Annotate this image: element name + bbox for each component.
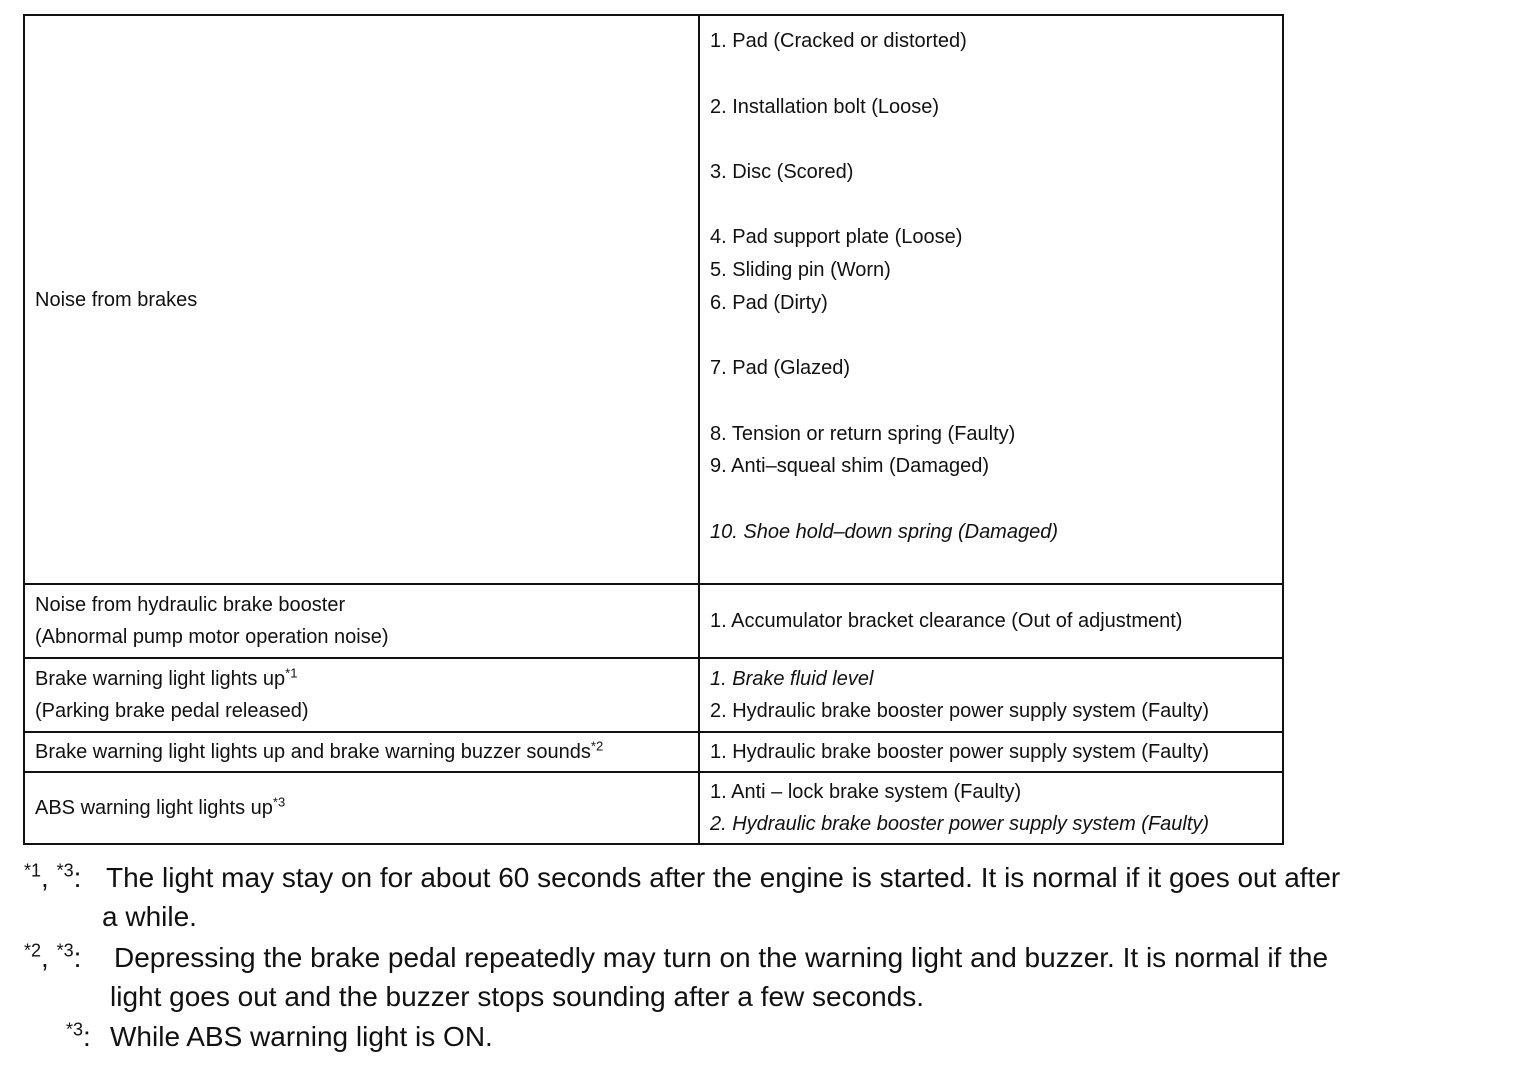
cause-item: 10. Shoe hold–down spring (Damaged)	[710, 521, 1058, 543]
cause-item: 5. Sliding pin (Worn)	[710, 259, 891, 281]
symptom-cell	[24, 732, 699, 772]
footnote	[0, 938, 1520, 1017]
cause-item: 1. Accumulator bracket clearance (Out of adjustment)	[710, 610, 1183, 632]
footnote-marks: $^{*3}$:	[66, 1019, 91, 1052]
symptom-cell	[24, 772, 699, 844]
footnote-text: a while.	[102, 901, 197, 932]
table-row	[24, 658, 1283, 732]
footnote	[0, 1017, 1520, 1057]
footnote-marker: *3	[56, 940, 74, 961]
footnote-text: The light may stay on for about 60 seconds after the engine is started. It is normal if it goes out after	[106, 862, 1341, 893]
footnote-marker: *1	[24, 860, 42, 881]
footnote-text: Depressing the brake pedal repeatedly may turn on the warning light and buzzer. It is normal if the	[114, 942, 1329, 973]
symptom-text: Brake warning light lights up and brake warning buzzer sounds	[35, 741, 591, 763]
footnote-text: light goes out and the buzzer stops sounding after a few seconds.	[110, 981, 925, 1012]
footnote-marks: $^{*2}$, $^{*3}$:	[24, 940, 82, 973]
symptom-text: Brake warning light lights up	[35, 668, 286, 690]
causes-cell	[699, 658, 1283, 732]
symptom-text: (Parking brake pedal released)	[35, 700, 309, 722]
symptom-text: Noise from brakes	[35, 288, 198, 311]
cause-item: 2. Hydraulic brake booster power supply system (Faulty)	[710, 813, 1210, 835]
footnote	[0, 858, 1520, 938]
footnote-marker: *2	[24, 940, 42, 961]
cause-item: 2. Hydraulic brake booster power supply system (Faulty)	[710, 700, 1210, 722]
cause-item: 6. Pad (Dirty)	[710, 292, 828, 314]
table-row	[24, 772, 1283, 844]
footnote-marker: *1	[285, 665, 298, 681]
symptom-text: (Abnormal pump motor operation noise)	[35, 626, 389, 648]
footnote-marks: $^{*1}$, $^{*3}$:	[24, 860, 82, 893]
cause-item: 9. Anti–squeal shim (Damaged)	[710, 455, 990, 477]
table-row	[24, 15, 1283, 584]
cause-item: 1. Anti – lock brake system (Faulty)	[710, 781, 1022, 803]
symptom-text-line	[35, 792, 698, 824]
cause-item: 4. Pad support plate (Loose)	[710, 226, 963, 248]
symptom-text-line	[35, 663, 698, 695]
symptom-cell	[24, 584, 699, 658]
footnotes	[0, 858, 1520, 1057]
causes-cell	[699, 732, 1283, 772]
footnote-marker: *3	[66, 1019, 84, 1040]
symptom-cell	[24, 658, 699, 732]
causes-cell	[699, 15, 1283, 584]
table-row	[24, 584, 1283, 658]
symptom-text-line	[35, 736, 698, 768]
cause-item: 8. Tension or return spring (Faulty)	[710, 423, 1016, 445]
cause-item: 1. Pad (Cracked or distorted)	[710, 30, 967, 52]
troubleshooting-table	[23, 14, 1284, 845]
footnote-text: While ABS warning light is ON.	[110, 1021, 493, 1052]
symptom-text: Noise from hydraulic brake booster	[35, 594, 346, 616]
table-row	[24, 732, 1283, 772]
symptom-text: ABS warning light lights up	[35, 797, 273, 819]
cause-item: 1. Brake fluid level	[710, 668, 874, 690]
cause-item: 2. Installation bolt (Loose)	[710, 96, 940, 118]
cause-list	[710, 16, 1282, 583]
footnote-marker: *3	[56, 860, 74, 881]
cause-item: 7. Pad (Glazed)	[710, 357, 851, 379]
cause-item: 3. Disc (Scored)	[710, 161, 854, 183]
causes-cell	[699, 772, 1283, 844]
footnote-marker: *2	[590, 738, 604, 754]
symptom-cell	[24, 15, 699, 584]
causes-cell	[699, 584, 1283, 658]
cause-item: 1. Hydraulic brake booster power supply system (Faulty)	[710, 741, 1210, 763]
footnote-marker: *3	[272, 794, 286, 810]
